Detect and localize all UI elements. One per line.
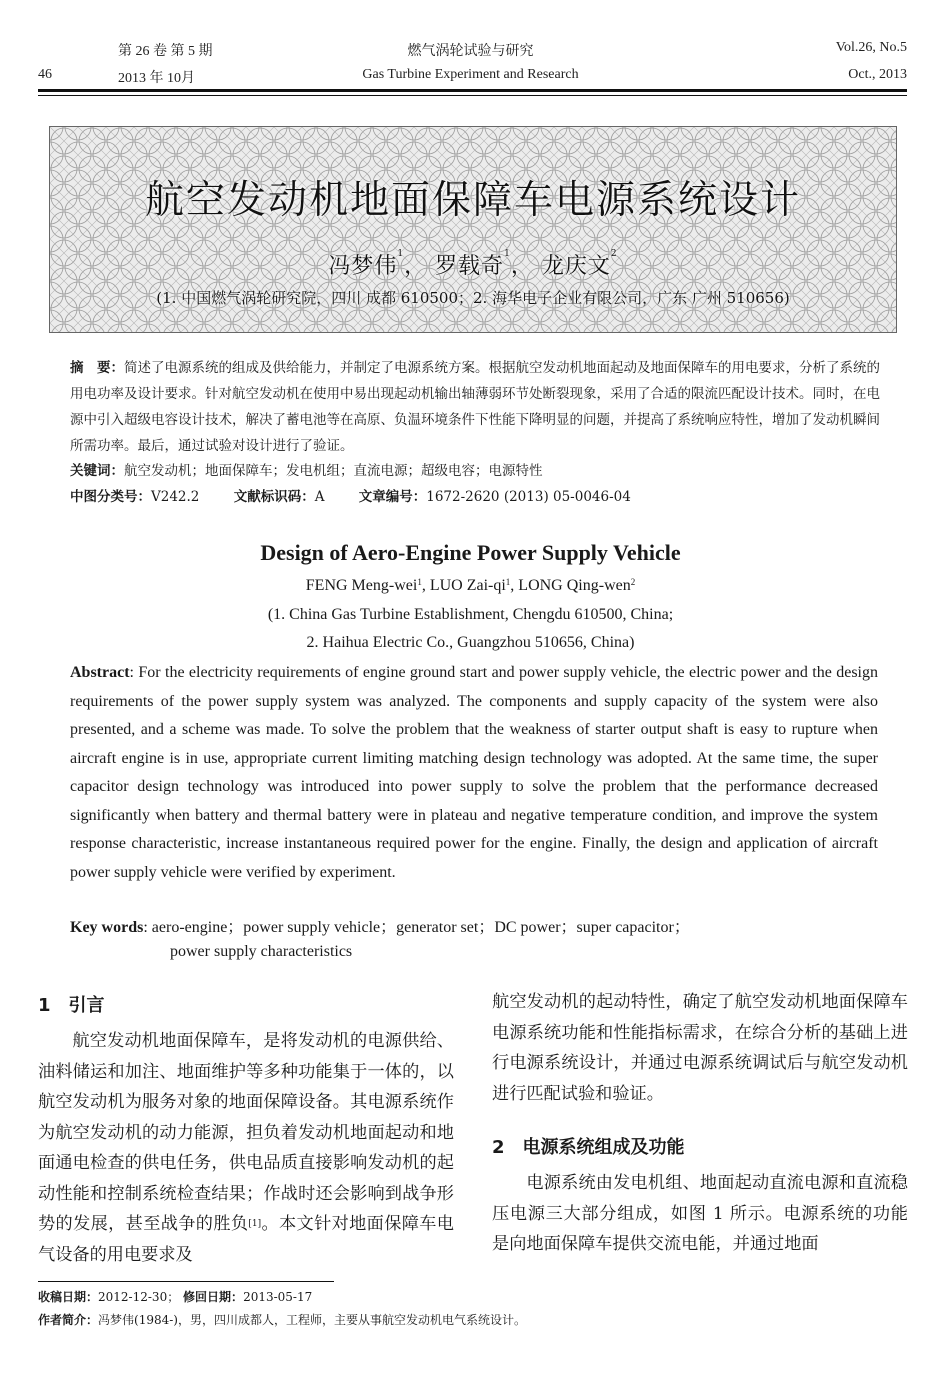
author-affil-mark: 1 xyxy=(505,577,511,587)
keywords-en-line1: aero-engine；power supply vehicle；generator set；DC power；super capacitor； xyxy=(151,919,690,936)
classification-row xyxy=(70,485,631,505)
page-number: 46 xyxy=(38,67,52,82)
author-affil-mark: 1 xyxy=(504,249,511,259)
affiliation-en-1: (1. China Gas Turbine Establishment, Chengdu 610500, China; xyxy=(267,606,674,623)
abstract-cn-text: 简述了电源系统的组成及供给能力，并制定了电源系统方案。根据航空发动机地面起动及地面保障车的用电要求，分析了系统的用电功率及设计要求。针对航空发动机在使用中易出现起动机输出轴薄弱环节处断裂现象，采用了合适的限流匹配设计技术。同时，在电源中引入超级电容设计技术，解决了蓄电池等在高原、负温环境条件下性能下降明显的问题，并提高了系统响应特性，增加了发动机瞬间所需功率。最后，通过试验对设计进行了验证。 xyxy=(70,360,880,454)
keywords-en-line2: power supply characteristics xyxy=(170,943,353,960)
section-1-para: 航空发动机地面保障车，是将发动机的电源供给、油料储运和加注、地面维护等多种功能集于一体的，以航空发动机为服务对象的地面保障设备。其电源系统作为航空发动机的动力能源，担负着发动机地面起动和地面通电检查的供电任务，供电品质直接影响发动机的起动性能和控制系统检查结果；作战时还会影响到战争形势的发展，甚至战争的胜负 xyxy=(38,1031,454,1234)
clc-value: V242.2 xyxy=(151,489,200,505)
keywords-cn xyxy=(70,458,880,484)
author-affil-mark: 1 xyxy=(417,577,422,587)
author-name: 罗载奇 xyxy=(435,254,505,279)
citation-ref: [1] xyxy=(248,1219,262,1229)
author-name-en: LUO Zai-qi xyxy=(429,577,506,594)
section-1-heading: 1 引言 xyxy=(38,995,105,1016)
section-1-body xyxy=(38,1026,454,1270)
author-affil-mark: 2 xyxy=(610,249,618,259)
bio-label: 作者简介： xyxy=(38,1313,99,1327)
author-name-en: FENG Meng-wei xyxy=(305,577,418,594)
header-date-cn: 2013 年 10月 xyxy=(118,71,195,86)
keywords-en-label: Key words xyxy=(70,919,144,936)
received-label: 收稿日期： xyxy=(38,1290,99,1304)
right-column-para xyxy=(492,987,908,1109)
author-name: 冯梦伟 xyxy=(328,254,398,279)
section-1-para-tail: 。本文针对地面保障车电气设备的用电要求及 xyxy=(38,1214,454,1265)
section-2-para: 电源系统由发电机组、地面起动直流电源和直流稳压电源三大部分组成，如图 1 所示。电源系统的功能是向地面保障车提供交流电能，并通过地面 xyxy=(492,1173,908,1254)
abstract-en: Abstract: For the electricity requirements of engine ground start and power supply vehicle, the electric power and the design requirements of the power supply system was analyzed. The components and supply capacity of the system were also presented, and a scheme was made. To solve the problem that the weakness of starter output shaft is easy to rupture when aircraft engine is in use, appropriate current limiting matching design technology was adopted. At the same time, the super capacitor design technology was introduced into power supply to solve the problem that the performance decreased significantly when battery and thermal battery were in plateau and negative temperature condition, and improve the system response characteristic, increase instantaneous required power for the engine. Finally, the design and application of aircraft power supply vehicle were verified by experiment. xyxy=(70,664,878,881)
received-dates xyxy=(38,1288,312,1305)
doc-code-label: 文献标识码： xyxy=(233,489,315,505)
clc-label: 中图分类号： xyxy=(70,489,151,505)
revised-label: 修回日期： xyxy=(183,1290,244,1304)
keywords-en: Key words: aero-engine；power supply vehicle；generator set；DC power；super capacitor； xyxy=(70,919,690,936)
abstract-en-text: For the electricity requirements of engine ground start and power supply vehicle, the electric power and the design requirements of the power supply system was analyzed. The components and supply capacity of the system were also presented, and a scheme was made. To solve the problem that the weakness of starter output shaft is easy to rupture when aircraft engine is in use, appropriate current limiting matching design technology was adopted. At the same time, the super capacitor design technology was introduced into power supply to solve the problem that the performance decreased significantly when battery and thermal battery were in plateau and negative temperature condition, and improve the system response characteristic, increase instantaneous required power for the engine. Finally, the design and application of aircraft power supply vehicle were verified by experiment. xyxy=(70,664,878,881)
author-name-en: LONG Qing-wen xyxy=(518,577,631,594)
header-journal-cn: 燃气涡轮试验与研究 xyxy=(407,44,534,59)
paper-title-en: Design of Aero-Engine Power Supply Vehicle xyxy=(260,540,681,565)
keywords-cn-text: 航空发动机；地面保障车；发电机组；直流电源；超级电容；电源特性 xyxy=(124,463,543,479)
revised-value: 2013-05-17 xyxy=(243,1290,313,1304)
bio-value: 冯梦伟(1984-)，男，四川成都人，工程师，主要从事航空发动机电气系统设计。 xyxy=(98,1313,526,1327)
doc-code-value: A xyxy=(314,489,325,505)
article-number-value: 1672-2620 (2013) 05-0046-04 xyxy=(426,489,631,505)
right-col-para1: 航空发动机的起动特性，确定了航空发动机地面保障车电源系统功能和性能指标需求，在综合分析的基础上进行电源系统设计，并通过电源系统调试后与航空发动机进行匹配试验和验证。 xyxy=(492,992,908,1104)
affiliation-cn: (1. 中国燃气涡轮研究院，四川 成都 610500；2. 海华电子企业有限公司，广东 广州 510656) xyxy=(156,289,790,307)
header-issue: 第 26 卷 第 5 期 xyxy=(118,44,213,59)
footnote-rule xyxy=(38,1281,334,1282)
author-bio xyxy=(38,1311,526,1328)
author-affil-mark: 1 xyxy=(397,249,405,259)
title-banner xyxy=(49,126,897,333)
keywords-cn-label: 关键词： xyxy=(70,463,124,479)
authors-en: FENG Meng-wei$^1$, LUO Zai-$qi^1$, LONG Qing-wen$^2$ xyxy=(305,577,636,594)
header-rule-thick xyxy=(38,89,907,92)
abstract-cn-label: 摘 要： xyxy=(70,360,124,376)
header-rule-thin xyxy=(38,95,907,96)
authors-cn: 冯梦伟$^1$， 罗载奇$^1$， 龙庆文$^2$ xyxy=(328,249,618,279)
header-date-en: Oct., 2013 xyxy=(848,67,907,82)
received-value: 2012-12-30； xyxy=(98,1290,180,1304)
abstract-cn xyxy=(70,355,880,459)
header-journal-en: Gas Turbine Experiment and Research xyxy=(362,67,579,82)
affiliation-en-2: 2. Haihua Electric Co., Guangzhou 510656, China) xyxy=(306,634,635,651)
section-2-heading: 2 电源系统组成及功能 xyxy=(492,1137,685,1158)
author-name: 龙庆文 xyxy=(541,254,611,279)
section-2-body xyxy=(492,1168,908,1260)
paper-title-cn: 航空发动机地面保障车电源系统设计 xyxy=(144,178,801,223)
article-number-label: 文章编号： xyxy=(358,489,427,505)
header-volume: Vol.26, No.5 xyxy=(835,40,907,55)
author-affil-mark: 2 xyxy=(630,577,636,587)
abstract-en-label: Abstract xyxy=(70,664,130,681)
